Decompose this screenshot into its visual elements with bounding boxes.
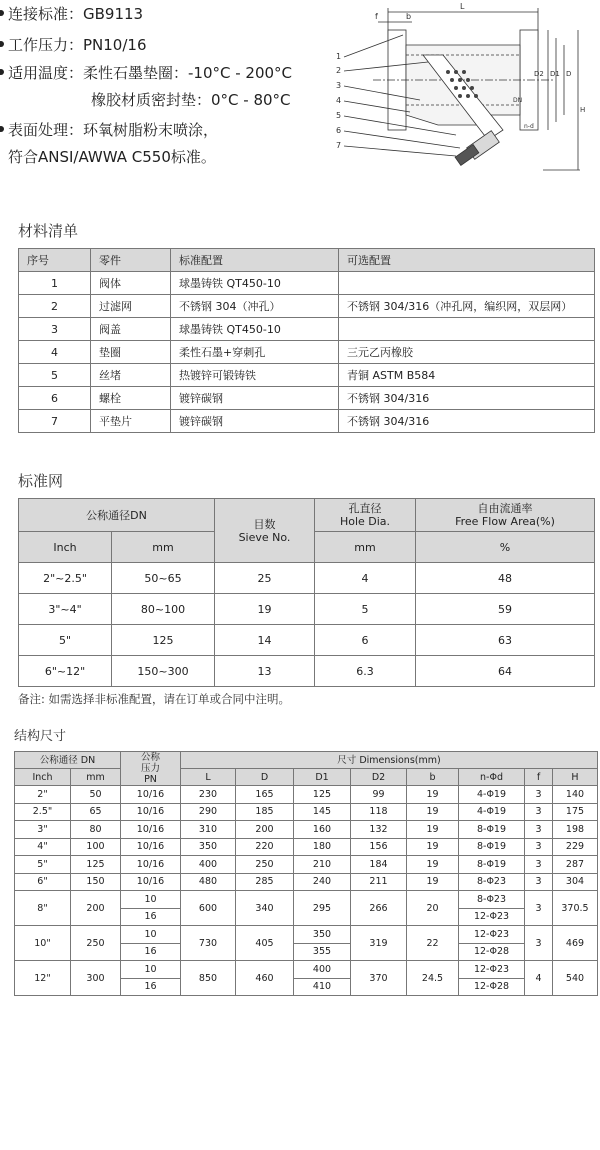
cell: 10	[121, 891, 181, 909]
cell: 99	[351, 786, 407, 804]
callout-2: 2	[336, 66, 342, 75]
dim-H: H	[580, 106, 586, 114]
cell: 48	[416, 563, 595, 594]
cell: 64	[416, 656, 595, 687]
cell: 垫圈	[91, 341, 171, 364]
screen-header-hole-mm: mm	[315, 532, 416, 563]
table-row	[19, 410, 595, 433]
cell: 230	[181, 786, 236, 804]
table-row	[19, 387, 595, 410]
dims-title: 结构尺寸	[14, 729, 67, 744]
table-row	[19, 295, 595, 318]
screen-header-hole	[315, 499, 416, 532]
cell: 410	[294, 978, 351, 996]
dim-L: L	[460, 2, 465, 11]
dims-header-pn-3: PN	[144, 774, 157, 785]
cell: 6	[315, 625, 416, 656]
table-row	[19, 341, 595, 364]
cell: 19	[215, 594, 315, 625]
cell: 19	[407, 821, 459, 839]
dims-header-f: f	[525, 769, 553, 786]
dims-simple-rows	[15, 786, 598, 891]
cell: 125	[294, 786, 351, 804]
spec-surface	[0, 119, 218, 140]
bullet-icon	[0, 69, 4, 75]
note-text: 备注: 如需选择非标准配置，请在订单或合同中注明。	[18, 692, 291, 706]
cell: 2	[19, 295, 91, 318]
cell: 5	[19, 364, 91, 387]
table-row	[15, 873, 598, 891]
cell: 1	[19, 272, 91, 295]
screen-header-hole-cn: 孔直径	[348, 502, 382, 515]
materials-header-standard: 标准配置	[171, 249, 339, 272]
cell: 200	[236, 821, 294, 839]
cell: 12-Φ23	[459, 908, 525, 926]
callout-1: 1	[336, 52, 342, 61]
screen-header-sieve-en: Sieve No.	[238, 530, 291, 544]
cell: 355	[294, 943, 351, 961]
table-row	[15, 803, 598, 821]
screen-header-sieve	[215, 499, 315, 563]
cell: 19	[407, 838, 459, 856]
cell: 8-Φ19	[459, 838, 525, 856]
cell: 12-Φ28	[459, 978, 525, 996]
bullet-icon	[0, 41, 4, 47]
spec-pressure	[0, 34, 147, 55]
cell: 290	[181, 803, 236, 821]
cell: 13	[215, 656, 315, 687]
cell: 266	[351, 891, 407, 926]
cell: 287	[553, 856, 598, 874]
dims-header-inch: Inch	[15, 769, 71, 786]
table-row	[19, 594, 595, 625]
cell: 镀锌碳钢	[171, 410, 339, 433]
cell: 6"~12"	[19, 656, 112, 687]
cell: 300	[71, 961, 121, 996]
screen-title: 标准网	[18, 472, 64, 490]
table-row	[19, 625, 595, 656]
cell: 250	[236, 856, 294, 874]
cell: 25	[215, 563, 315, 594]
cell: 198	[553, 821, 598, 839]
cell: 185	[236, 803, 294, 821]
screen-header-row-1	[19, 499, 595, 532]
cell: 400	[181, 856, 236, 874]
cell: 285	[236, 873, 294, 891]
cell: 19	[407, 803, 459, 821]
cell: 10/16	[121, 803, 181, 821]
cell: 405	[236, 926, 294, 961]
cell: 6	[19, 387, 91, 410]
table-row	[15, 786, 598, 804]
table-row	[19, 563, 595, 594]
screen-header-dn: 公称通径DN	[19, 499, 215, 532]
table-row	[15, 926, 598, 944]
cell: 240	[294, 873, 351, 891]
cell: 304	[553, 873, 598, 891]
screen-header-flow-en: Free Flow Area(%)	[455, 515, 555, 528]
cell: 热镀锌可锻铸铁	[171, 364, 339, 387]
callout-6: 6	[336, 126, 342, 135]
cell: 50	[71, 786, 121, 804]
cell: 4"	[15, 838, 71, 856]
screen-header-sieve-cn: 目数	[253, 517, 276, 531]
cell: 460	[236, 961, 294, 996]
cell: 59	[416, 594, 595, 625]
cell: 150~300	[112, 656, 215, 687]
cell: 469	[553, 926, 598, 961]
cell: 螺栓	[91, 387, 171, 410]
cell: 平垫片	[91, 410, 171, 433]
cell: 165	[236, 786, 294, 804]
cell: 140	[553, 786, 598, 804]
cell: 5"	[15, 856, 71, 874]
dims-table	[14, 751, 598, 996]
cell: 22	[407, 926, 459, 961]
cell: 3"	[15, 821, 71, 839]
cell: 10/16	[121, 821, 181, 839]
table-row	[19, 364, 595, 387]
cell: 125	[112, 625, 215, 656]
strainer-drawing	[328, 0, 590, 190]
cell: 球墨铸铁 QT450-10	[171, 318, 339, 341]
cell: 不锈钢 304（冲孔）	[171, 295, 339, 318]
spec-surface-text: 表面处理：环氧树脂粉末喷涂，	[8, 121, 219, 139]
cell: 4	[315, 563, 416, 594]
cell: 400	[294, 961, 351, 979]
dims-header-H: H	[553, 769, 598, 786]
cell: 12"	[15, 961, 71, 996]
dims-header-L: L	[181, 769, 236, 786]
cell: 12-Φ23	[459, 961, 525, 979]
cell: 镀锌碳钢	[171, 387, 339, 410]
cell: 10/16	[121, 856, 181, 874]
cell: 8-Φ23	[459, 891, 525, 909]
cell: 80	[71, 821, 121, 839]
cell: 175	[553, 803, 598, 821]
cell: 8-Φ23	[459, 873, 525, 891]
cell: 540	[553, 961, 598, 996]
cell: 229	[553, 838, 598, 856]
dims-header-D: D	[236, 769, 294, 786]
cell: 过滤网	[91, 295, 171, 318]
cell: 4	[525, 961, 553, 996]
screen-header-flow-cn: 自由流通率	[477, 502, 533, 515]
cell: 4	[19, 341, 91, 364]
cell: 184	[351, 856, 407, 874]
table-row	[15, 856, 598, 874]
cell: 480	[181, 873, 236, 891]
cell: 3	[525, 856, 553, 874]
cell: 220	[236, 838, 294, 856]
cell: 不锈钢 304/316	[339, 387, 595, 410]
materials-header-row	[19, 249, 595, 272]
cell: 6"	[15, 873, 71, 891]
cell: 三元乙丙橡胶	[339, 341, 595, 364]
dims-header-mm: mm	[71, 769, 121, 786]
dim-D: D	[566, 70, 572, 78]
dims-header-pn-2: 压力	[140, 763, 160, 774]
screen-header-mm: mm	[112, 532, 215, 563]
spec-connection-text: 连接标准：GB9113	[8, 5, 144, 23]
cell: 10"	[15, 926, 71, 961]
cell: 370.5	[553, 891, 598, 926]
dims-header-D2: D2	[351, 769, 407, 786]
screen-table	[18, 498, 595, 687]
bullet-icon	[0, 126, 4, 132]
table-row	[19, 318, 595, 341]
callout-5: 5	[336, 111, 342, 120]
cell: 3	[525, 873, 553, 891]
cell: 20	[407, 891, 459, 926]
cell: 310	[181, 821, 236, 839]
cell: 8"	[15, 891, 71, 926]
cell: 132	[351, 821, 407, 839]
cell: 10	[121, 961, 181, 979]
cell: 3	[19, 318, 91, 341]
cell: 青铜 ASTM B584	[339, 364, 595, 387]
dims-header-dn: 公称通径 DN	[15, 752, 121, 769]
dims-header-dimensions: 尺寸 Dimensions(mm)	[181, 752, 598, 769]
cell: 2"	[15, 786, 71, 804]
cell: 100	[71, 838, 121, 856]
spec-standard: 符合ANSI/AWWA C550标准。	[8, 148, 216, 166]
cell: 不锈钢 304/316（冲孔网，编织网，双层网）	[339, 295, 595, 318]
cell: 14	[215, 625, 315, 656]
cell: 350	[181, 838, 236, 856]
dims-header-D1: D1	[294, 769, 351, 786]
cell: 370	[351, 961, 407, 996]
cell: 阀体	[91, 272, 171, 295]
cell: 5	[315, 594, 416, 625]
screen-header-hole-en: Hole Dia.	[339, 515, 391, 528]
screen-header-flow	[416, 499, 595, 532]
cell: 3	[525, 821, 553, 839]
spec-temperature	[0, 62, 292, 83]
cell: 150	[71, 873, 121, 891]
dims-header-b: b	[407, 769, 459, 786]
cell: 3	[525, 926, 553, 961]
dim-D1: D1	[550, 70, 560, 78]
dim-D2: D2	[534, 70, 544, 78]
callout-4: 4	[336, 96, 342, 105]
cell: 12-Φ28	[459, 943, 525, 961]
cell: 319	[351, 926, 407, 961]
spec-pressure-text: 工作压力：PN10/16	[8, 36, 147, 54]
dim-b: b	[406, 12, 412, 21]
cell: 63	[416, 625, 595, 656]
screen-header-flow-pct: %	[416, 532, 595, 563]
table-row	[15, 821, 598, 839]
cell: 阀盖	[91, 318, 171, 341]
cell: 180	[294, 838, 351, 856]
dim-nd: n-d	[524, 123, 534, 130]
cell: 2.5"	[15, 803, 71, 821]
cell: 16	[121, 943, 181, 961]
cell: 19	[407, 856, 459, 874]
cell: 7	[19, 410, 91, 433]
cell: 8-Φ19	[459, 821, 525, 839]
cell: 3	[525, 891, 553, 926]
cell: 2"~2.5"	[19, 563, 112, 594]
cell: 24.5	[407, 961, 459, 996]
materials-title: 材料清单	[18, 222, 79, 240]
materials-header-part: 零件	[91, 249, 171, 272]
dim-f: f	[375, 12, 378, 21]
cell: 10/16	[121, 838, 181, 856]
cell: 19	[407, 873, 459, 891]
cell: 丝堵	[91, 364, 171, 387]
spec-temperature-rubber: 橡胶材质密封垫：0°C - 80°C	[91, 91, 291, 109]
cell: 3	[525, 786, 553, 804]
cell: 8-Φ19	[459, 856, 525, 874]
cell: 156	[351, 838, 407, 856]
cell: 6.3	[315, 656, 416, 687]
cell: 3"~4"	[19, 594, 112, 625]
table-row	[15, 961, 598, 979]
spec-connection	[0, 3, 143, 24]
bullet-icon	[0, 10, 4, 16]
cell: 295	[294, 891, 351, 926]
cell: 10/16	[121, 873, 181, 891]
cell: 3	[525, 803, 553, 821]
cell: 600	[181, 891, 236, 926]
cell: 10/16	[121, 786, 181, 804]
cell: 200	[71, 891, 121, 926]
cell: 50~65	[112, 563, 215, 594]
dims-header-nd: n-Φd	[459, 769, 525, 786]
callout-3: 3	[336, 81, 342, 90]
materials-header-no: 序号	[19, 249, 91, 272]
cell: 250	[71, 926, 121, 961]
dims-header-row-1	[15, 752, 598, 769]
screen-header-inch: Inch	[19, 532, 112, 563]
cell: 4-Φ19	[459, 786, 525, 804]
cell: 4-Φ19	[459, 803, 525, 821]
cell: 球墨铸铁 QT450-10	[171, 272, 339, 295]
table-row	[15, 891, 598, 909]
cell: 145	[294, 803, 351, 821]
cell: 5"	[19, 625, 112, 656]
cell: 160	[294, 821, 351, 839]
cell: 350	[294, 926, 351, 944]
callout-7: 7	[336, 141, 342, 150]
cell: 10	[121, 926, 181, 944]
cell: 65	[71, 803, 121, 821]
cell	[339, 272, 595, 295]
materials-table	[18, 248, 595, 433]
cell: 不锈钢 304/316	[339, 410, 595, 433]
cell: 12-Φ23	[459, 926, 525, 944]
dims-header-pn-1: 公称	[140, 752, 160, 763]
cell: 80~100	[112, 594, 215, 625]
dims-header-pn	[121, 752, 181, 786]
cell: 211	[351, 873, 407, 891]
cell: 210	[294, 856, 351, 874]
cell: 16	[121, 908, 181, 926]
spec-temperature-text: 适用温度：柔性石墨垫圈：-10°C - 200°C	[8, 64, 293, 82]
materials-header-optional: 可选配置	[339, 249, 595, 272]
cell: 柔性石墨+穿刺孔	[171, 341, 339, 364]
table-row	[19, 656, 595, 687]
cell: 850	[181, 961, 236, 996]
cell	[339, 318, 595, 341]
dim-DN: DN	[513, 97, 523, 104]
cell: 125	[71, 856, 121, 874]
cell: 118	[351, 803, 407, 821]
cell: 19	[407, 786, 459, 804]
cell: 730	[181, 926, 236, 961]
dims-header-row-2	[15, 769, 598, 786]
cell: 16	[121, 978, 181, 996]
table-row	[15, 838, 598, 856]
cell: 340	[236, 891, 294, 926]
cell: 3	[525, 838, 553, 856]
table-row	[19, 272, 595, 295]
